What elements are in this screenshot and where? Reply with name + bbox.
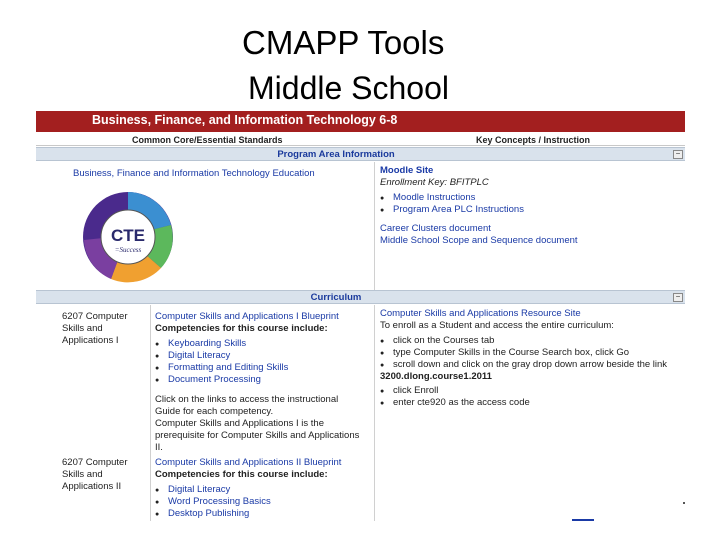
cte-logo-text: CTE: [111, 226, 145, 245]
course2-name-line: Skills and: [62, 469, 103, 480]
course-banner-title: Business, Finance, and Information Technology 6-8: [92, 113, 398, 127]
cmapp-screenshot: [36, 111, 685, 521]
enrollment-key: Enrollment Key: BFITPLC: [380, 177, 489, 188]
course-banner: [36, 111, 685, 132]
competency-link[interactable]: ● Word Processing Basics: [168, 496, 271, 508]
course2-blueprint-link[interactable]: Computer Skills and Applications II Blueprint: [155, 457, 342, 468]
competency-link[interactable]: ● Formatting and Editing Skills: [168, 362, 288, 374]
competency-link[interactable]: ● Keyboarding Skills: [168, 338, 246, 350]
cte-success-logo: [81, 190, 175, 284]
resource-intro: To enroll as a Student and access the entire curriculum:: [380, 320, 614, 331]
slide-nav-mark: [572, 519, 594, 521]
course1-note-line: Computer Skills and Applications I is the: [155, 418, 324, 429]
enroll-step: ● click on the Courses tab: [393, 335, 494, 347]
section-bar-curriculum[interactable]: [36, 290, 685, 304]
course2-name-line: Applications II: [62, 481, 122, 492]
collapse-toggle-icon[interactable]: −: [673, 293, 683, 302]
section-label-curriculum: Curriculum: [310, 292, 362, 303]
column-header-standards: Common Core/Essential Standards: [132, 135, 283, 145]
slide-title: CMAPP Tools: [242, 24, 445, 61]
moodle-site-heading[interactable]: Moodle Site: [380, 165, 434, 176]
enroll-step: ● scroll down and click on the gray drop down arrow beside the link: [393, 359, 667, 371]
course2-competencies-heading: Competencies for this course include:: [155, 469, 328, 480]
competency-link[interactable]: ● Digital Literacy: [168, 350, 230, 362]
course1-note-line: Guide for each competency.: [155, 406, 274, 417]
course2-name-line: 6207 Computer: [62, 457, 128, 468]
enroll-step: ● type Computer Skills in the Course Search box, click Go: [393, 347, 629, 359]
column-header-bar: [36, 132, 685, 146]
course1-name-line: Skills and: [62, 323, 103, 334]
course1-note-line: Click on the links to access the instructional: [155, 394, 339, 405]
enroll-step: ● click Enroll: [393, 385, 438, 397]
section-label-program-area: Program Area Information: [277, 149, 395, 160]
course1-note-line: prerequisite for Computer Skills and Applications: [155, 430, 360, 441]
competency-link[interactable]: ● Digital Literacy: [168, 484, 230, 496]
resource-site-link[interactable]: Computer Skills and Applications Resource Site: [380, 308, 581, 319]
column-divider: [374, 305, 375, 521]
course1-name-line: 6207 Computer: [62, 311, 128, 322]
column-divider: [374, 162, 375, 290]
career-clusters-link[interactable]: Career Clusters document: [380, 223, 491, 234]
moodle-instructions-link[interactable]: ● Moodle Instructions: [393, 192, 475, 204]
slide-subtitle: Middle School: [248, 70, 449, 106]
competency-link[interactable]: ● Desktop Publishing: [168, 508, 249, 520]
column-divider: [150, 305, 151, 521]
program-area-link[interactable]: Business, Finance and Information Technology Education: [73, 168, 315, 179]
column-header-concepts: Key Concepts / Instruction: [476, 135, 591, 145]
enroll-step: ● enter cte920 as the access code: [393, 397, 530, 409]
course1-competencies-heading: Competencies for this course include:: [155, 323, 328, 334]
collapse-toggle-icon[interactable]: −: [673, 150, 683, 159]
course1-blueprint-link[interactable]: Computer Skills and Applications I Blueprint: [155, 311, 339, 322]
cte-logo-subtext: =Success: [114, 246, 142, 254]
scope-sequence-link[interactable]: Middle School Scope and Sequence document: [380, 235, 578, 246]
plc-instructions-link[interactable]: ● Program Area PLC Instructions: [393, 204, 524, 216]
slide-dot: [683, 502, 685, 504]
course-code: 3200.dlong.course1.2011: [380, 371, 492, 382]
section-bar-program-area[interactable]: [36, 147, 685, 161]
competency-link[interactable]: ● Document Processing: [168, 374, 261, 386]
course1-name-line: Applications I: [62, 335, 119, 346]
course1-note-line: II.: [155, 442, 163, 453]
